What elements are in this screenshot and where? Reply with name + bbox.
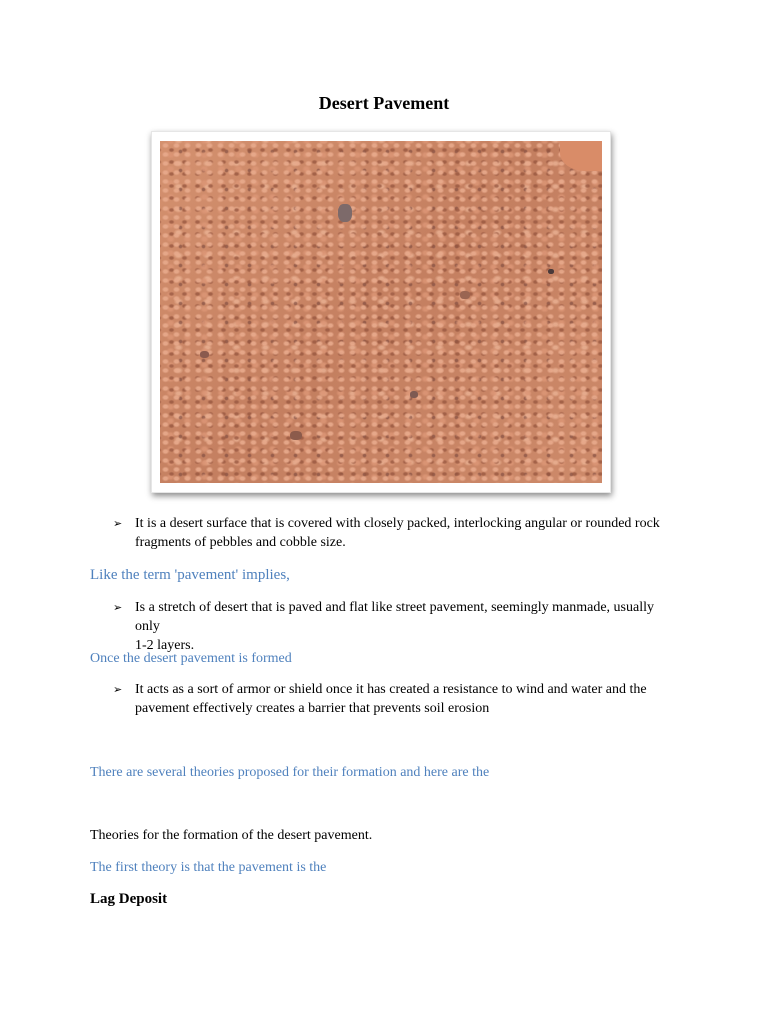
bullet-text-line: pavement effectively creates a barrier that prevents soil erosion bbox=[135, 701, 490, 716]
arrow-bullet-icon: ➢ bbox=[113, 601, 123, 614]
dark-pebble bbox=[290, 431, 302, 440]
desert-pavement-photo-frame bbox=[151, 131, 611, 493]
dark-pebble bbox=[200, 351, 209, 358]
dark-pebble bbox=[410, 391, 418, 398]
dark-pebble bbox=[460, 291, 470, 299]
paragraph-theories-formation: Theories for the formation of the desert pavement. bbox=[90, 828, 373, 843]
bullet-text-line: Is a stretch of desert that is paved and flat like street pavement, seemingly manmade, usually only bbox=[135, 600, 654, 634]
paragraph-first-theory: The first theory is that the pavement is the bbox=[90, 860, 327, 875]
bullet-text-line: It is a desert surface that is covered with closely packed, interlocking angular or rounded rock bbox=[135, 516, 660, 531]
arrow-bullet-icon: ➢ bbox=[113, 517, 123, 530]
paragraph-like-term: Like the term 'pavement' implies, bbox=[90, 567, 290, 583]
arrow-bullet-icon: ➢ bbox=[113, 683, 123, 696]
desert-pavement-photo bbox=[160, 141, 602, 483]
section-heading-lag-deposit: Lag Deposit bbox=[90, 891, 168, 907]
bullet-text-line: It acts as a sort of armor or shield once it has created a resistance to wind and water and the bbox=[135, 682, 647, 697]
paragraph-once-formed: Once the desert pavement is formed bbox=[90, 651, 292, 666]
dark-pebble bbox=[338, 204, 352, 222]
document-title: Desert Pavement bbox=[318, 93, 450, 113]
dark-pebble bbox=[548, 269, 554, 274]
bullet-text-line: fragments of pebbles and cobble size. bbox=[135, 535, 346, 550]
bullet-text-line: 1-2 layers. bbox=[135, 638, 195, 653]
paragraph-several-theories: There are several theories proposed for their formation and here are the bbox=[90, 765, 490, 780]
light-patch bbox=[560, 141, 602, 171]
